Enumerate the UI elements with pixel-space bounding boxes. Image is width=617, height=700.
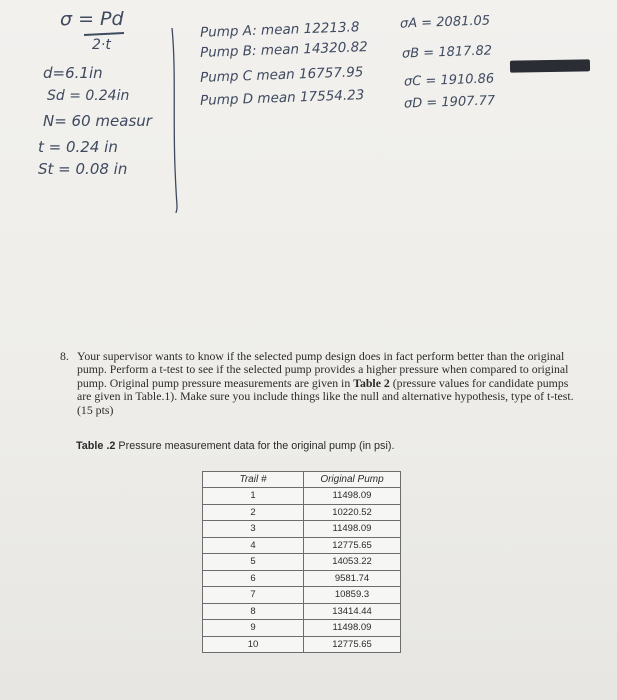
question-block — [60, 350, 580, 417]
table-row — [203, 587, 401, 604]
trail-cell: 10 — [203, 636, 304, 653]
handwritten-thickness: t = 0.24 in — [38, 138, 118, 156]
table-reference-bold: Table 2 — [353, 375, 390, 390]
trail-cell: 4 — [203, 537, 304, 554]
table-row — [203, 554, 401, 571]
pressure-cell: 12775.65 — [304, 636, 401, 653]
table-caption — [76, 440, 394, 452]
pressure-cell: 11498.09 — [304, 521, 401, 538]
trail-cell: 9 — [203, 620, 304, 637]
trail-cell: 3 — [203, 521, 304, 538]
redaction-mark — [510, 59, 590, 72]
question-text: Your supervisor wants to know if the selected pump design does in fact perform better than the original pump. Perform a t-test to see if the selected pump provides a higher pressure when compared to original pump. Original pump pressure measurements are given in Table 2 (pressure values for candidate pumps are given in Table.1). Make sure you include things like the null and alternative hypothesis, type of t-test. (15 pts) — [77, 349, 574, 417]
pump-a-mean: Pump A: mean 12213.8 — [199, 19, 360, 41]
pressure-table — [202, 471, 401, 653]
pressure-cell: 10220.52 — [304, 504, 401, 521]
sigma-d: σD = 1907.77 — [403, 93, 496, 112]
pressure-cell: 11498.09 — [304, 488, 401, 505]
header-trail: Trail # — [203, 472, 304, 488]
trail-cell: 7 — [203, 587, 304, 604]
trail-cell: 8 — [203, 603, 304, 620]
handwritten-diameter: d=6.1in — [43, 64, 103, 82]
pressure-cell: 11498.09 — [304, 620, 401, 637]
trail-cell: 1 — [203, 488, 304, 505]
table-row — [203, 636, 401, 653]
pump-d-mean: Pump D mean 17554.23 — [199, 87, 365, 109]
table-row — [203, 620, 401, 637]
table-header-row — [203, 472, 401, 488]
pressure-cell: 13414.44 — [304, 603, 401, 620]
table-caption-label: Table .2 — [76, 440, 116, 452]
formula-numerator: σ = Pd — [60, 8, 124, 30]
pressure-cell: 14053.22 — [304, 554, 401, 571]
question-number: 8. — [60, 349, 69, 363]
pressure-cell: 12775.65 — [304, 537, 401, 554]
table-row — [203, 504, 401, 521]
pressure-cell: 9581.74 — [304, 570, 401, 587]
sigma-c: σC = 1910.86 — [403, 71, 495, 90]
pump-c-mean: Pump C mean 16757.95 — [199, 64, 364, 86]
table-caption-text: Pressure measurement data for the original pump (in psi). — [118, 440, 395, 452]
table-row — [203, 521, 401, 538]
trail-cell: 5 — [203, 554, 304, 571]
table-row — [203, 537, 401, 554]
table-row — [203, 488, 401, 505]
table-row — [203, 570, 401, 587]
trail-cell: 2 — [203, 504, 304, 521]
trail-cell: 6 — [203, 570, 304, 587]
formula-fraction-bar — [84, 32, 124, 36]
sigma-a: σA = 2081.05 — [399, 13, 491, 32]
table-row — [203, 603, 401, 620]
sigma-b: σB = 1817.82 — [401, 43, 493, 62]
pump-b-mean: Pump B: mean 14320.82 — [199, 39, 369, 61]
pressure-cell: 10859.3 — [304, 587, 401, 604]
handwritten-diameter-sd: Sd = 0.24in — [47, 88, 130, 104]
handwritten-sample-size: N= 60 measur — [43, 112, 152, 130]
handwritten-thickness-sd: St = 0.08 in — [38, 160, 128, 178]
formula-denominator: 2·t — [92, 37, 111, 53]
handwritten-divider-line — [170, 28, 180, 213]
header-original-pump: Original Pump — [304, 472, 401, 488]
